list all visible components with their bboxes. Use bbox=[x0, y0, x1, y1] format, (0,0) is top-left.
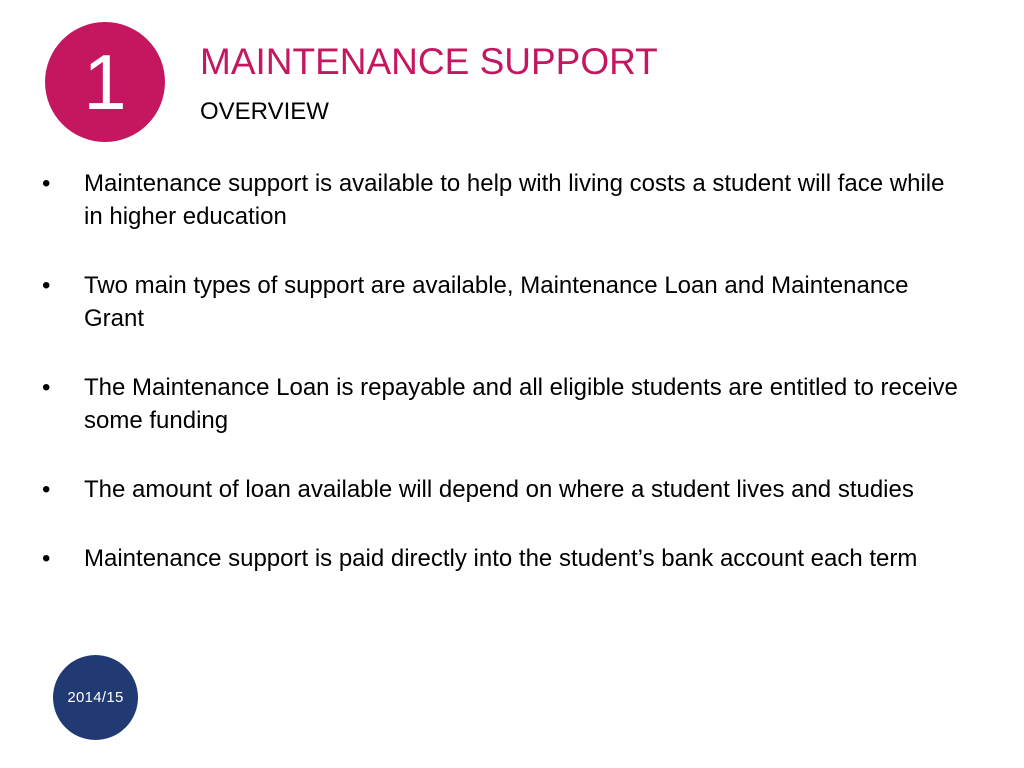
bullet-text: Two main types of support are available, Maintenance Loan and Maintenance Grant bbox=[84, 272, 909, 332]
bullet-icon: • bbox=[42, 476, 51, 503]
section-number-badge bbox=[45, 22, 165, 142]
list-item bbox=[40, 167, 960, 233]
bullet-text: Maintenance support is paid directly into the student’s bank account each term bbox=[84, 545, 918, 572]
page-subtitle: OVERVIEW bbox=[200, 98, 329, 125]
bullet-icon: • bbox=[42, 272, 51, 299]
bullet-text: Maintenance support is available to help with living costs a student will face while in higher education bbox=[84, 170, 945, 230]
list-item bbox=[40, 542, 960, 575]
list-item bbox=[40, 473, 960, 506]
bullet-list bbox=[40, 167, 960, 611]
bullet-icon: • bbox=[42, 170, 51, 197]
bullet-icon: • bbox=[42, 545, 51, 572]
year-badge bbox=[53, 655, 138, 740]
page-title: MAINTENANCE SUPPORT bbox=[200, 41, 658, 82]
year-label: 2014/15 bbox=[67, 689, 124, 706]
bullet-text: The Maintenance Loan is repayable and all eligible students are entitled to receive some funding bbox=[84, 374, 958, 434]
list-item bbox=[40, 371, 960, 437]
bullet-icon: • bbox=[42, 374, 51, 401]
list-item bbox=[40, 269, 960, 335]
section-number: 1 bbox=[83, 38, 127, 126]
bullet-text: The amount of loan available will depend on where a student lives and studies bbox=[84, 476, 914, 503]
